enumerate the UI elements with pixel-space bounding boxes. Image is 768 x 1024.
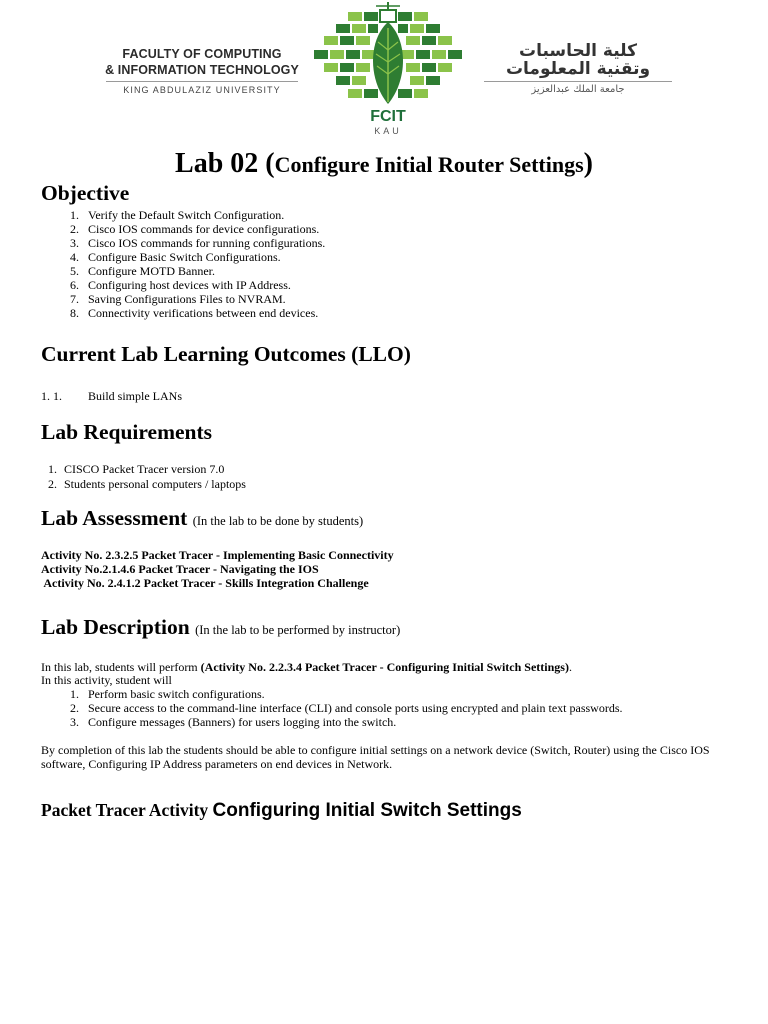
- requirements-heading: Lab Requirements: [41, 420, 213, 444]
- document-page: FACULTY OF COMPUTING & INFORMATION TECHNOLOGY KING ABDULAZIZ UNIVERSITY FCIT KAU كلية الحاسبات وتقنية المعلومات جامعة الملك عبدالعزيز Lab 02 (Configure Initial Router Settings) Objective 1. Verify the Default Switch Configuration. 2. Cisco IOS commands for device configurations. 3. Cisco IOS commands for running configurations. 4. Configure Basic Switch Configurations. 5. Configure MOTD Banner. 6. Configuring host devices with IP Address. 7. Saving Configurations Files to NVRAM. 8. Connectivity verifications between end devices. Current Lab Learning Outcomes (LLO) 1. 1. Build simple LANs Lab Requirements 1. CISCO Packet Tracer version 7.0 2. Students personal computers / laptops Lab Assessment (In the lab to be done by students) Activity No. 2.3.2.5 Packet Tracer - Implementing Basic Connectivity Activity No.2.1.4.6 Packet Tracer - Navigating the IOS Activity No. 2.4.1.2 Packet Tracer - Skills Integration Challenge Lab Description (In the lab to be performed by instructor) In this lab, students will perform (Activity No. 2.2.3.4 Packet Tracer - Configuring Initial Switch Settings). In this activity, student will 1. Perform basic switch configurations. 2. Secure access to the command-line interface (CLI) and console ports using encrypted and plain text passwords. 3. Configure messages (Banners) for users logging into the switch. By completion of this lab the students should be able to configure initial settings on a network device (Switch, Router) using the Cisco IOS software, Configuring IP Address parameters on end devices in Network. Packet Tracer Activity Configuring Initial Switch Settings: [0, 0, 768, 1024]
- llo-item: 1. 1. Build simple LANs: [41, 389, 183, 403]
- assessment-activity: Activity No. 2.3.2.5 Packet Tracer - Implementing Basic Connectivity: [41, 548, 394, 562]
- lab-title: [0, 148, 768, 180]
- llo-heading: Current Lab Learning Outcomes (LLO): [41, 342, 411, 366]
- logo-text: FCIT: [370, 108, 406, 125]
- lab-title-sub: Configure Initial Router Settings: [274, 152, 584, 177]
- faculty-ar-line1: كلية الحاسبات: [519, 41, 637, 61]
- assessment-activity: Activity No.2.1.4.6 Packet Tracer - Navigating the IOS: [41, 562, 319, 576]
- description-intro-line2: In this activity, student will: [41, 673, 172, 687]
- description-intro: In this lab, students will perform (Activity No. 2.2.3.4 Packet Tracer - Configuring Initial Switch Settings).: [41, 660, 572, 674]
- logo-crown: [376, 2, 400, 22]
- description-note: (In the lab to be performed by instructor): [195, 623, 401, 637]
- faculty-name-english: [102, 46, 302, 96]
- university-en: KING ABDULAZIZ UNIVERSITY: [123, 85, 281, 95]
- fcit-logo-icon: [308, 0, 468, 140]
- lab-title-main: Lab 02 (: [175, 148, 275, 179]
- faculty-ar-line2: وتقنية المعلومات: [505, 59, 651, 79]
- description-completion: By completion of this lab the students should be able to configure initial settings on a network device (Switch, Router) using the Cisco IOS software, Configuring IP Address parameters on end devices in Network.: [41, 743, 710, 771]
- letterhead: [100, 0, 680, 140]
- packet-tracer-title: Packet Tracer Activity Configuring Initial Switch Settings: [41, 800, 522, 821]
- description-heading: Lab Description (In the lab to be performed by instructor): [41, 615, 401, 639]
- assessment-activity: Activity No. 2.4.1.2 Packet Tracer - Skills Integration Challenge: [41, 576, 369, 590]
- objective-heading: Objective: [41, 181, 130, 205]
- lab-title-close: ): [583, 148, 593, 179]
- logo-subtext: KAU: [374, 126, 402, 136]
- divider: [484, 81, 672, 82]
- faculty-en-line2: & INFORMATION TECHNOLOGY: [105, 63, 299, 77]
- assessment-heading: Lab Assessment (In the lab to be done by students): [41, 506, 364, 530]
- faculty-en-line1: FACULTY OF COMPUTING: [122, 47, 282, 61]
- logo-right-blocks: [398, 12, 462, 98]
- university-ar: جامعة الملك عبدالعزيز: [531, 84, 625, 95]
- divider: [106, 81, 298, 82]
- logo-left-blocks: [314, 12, 378, 98]
- assessment-note: (In the lab to be done by students): [192, 514, 364, 528]
- faculty-name-arabic: [478, 42, 678, 96]
